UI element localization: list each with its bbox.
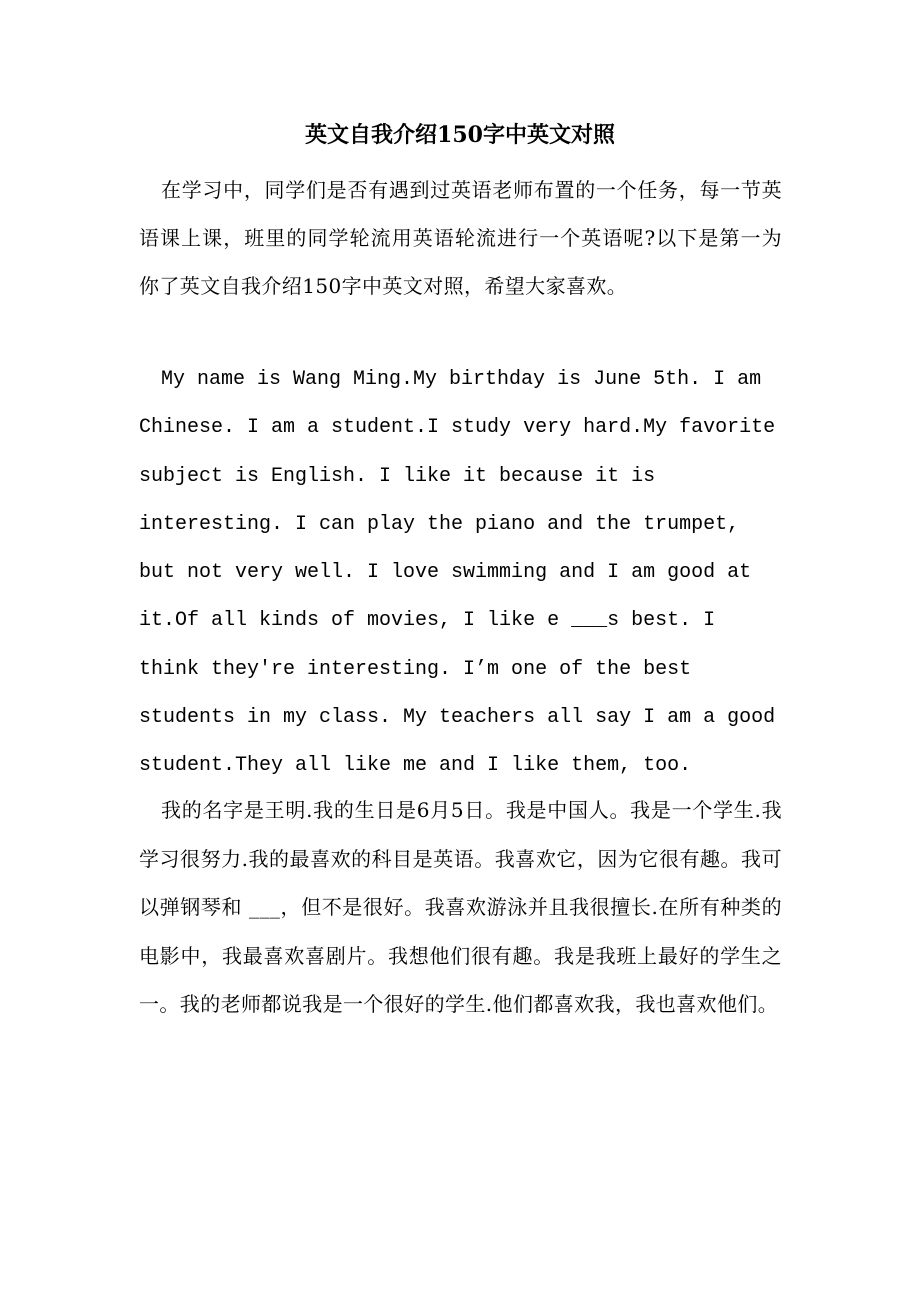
- document-title: 英文自我介绍150字中英文对照: [305, 122, 615, 148]
- english-paragraph: My name is Wang Ming.My birthday is June 5th. I am Chinese. I am a student.I study very hard.My favorite subject is English. I like it because it is interesting. I can play the piano and the trumpet, but not very well. I love swimming and I am good at it.Of all kinds of movies, I like e ___s best. I think they're interesting. I’m one of the best students in my class. My teachers all say I am a good student.They all like me and I like them, too.: [139, 368, 776, 778]
- chinese-paragraph: 我的名字是王明.我的生日是6月5日。我是中国人。我是一个学生.我学习很努力.我的最喜欢的科目是英语。我喜欢它，因为它很有趣。我可以弹钢琴和 ___，但不是很好。我喜欢游泳并且我很擅长.在所有种类的电影中，我最喜欢喜剧片。我想他们很有趣。我是我班上最好的学生之一。我的老师都说我是一个很好的学生.他们都喜欢我，我也喜欢他们。: [139, 798, 782, 1016]
- intro-paragraph: 在学习中，同学们是否有遇到过英语老师布置的一个任务，每一节英语课上课，班里的同学轮流用英语轮流进行一个英语呢?以下是第一为你了英文自我介绍150字中英文对照，希望大家喜欢。: [139, 178, 782, 298]
